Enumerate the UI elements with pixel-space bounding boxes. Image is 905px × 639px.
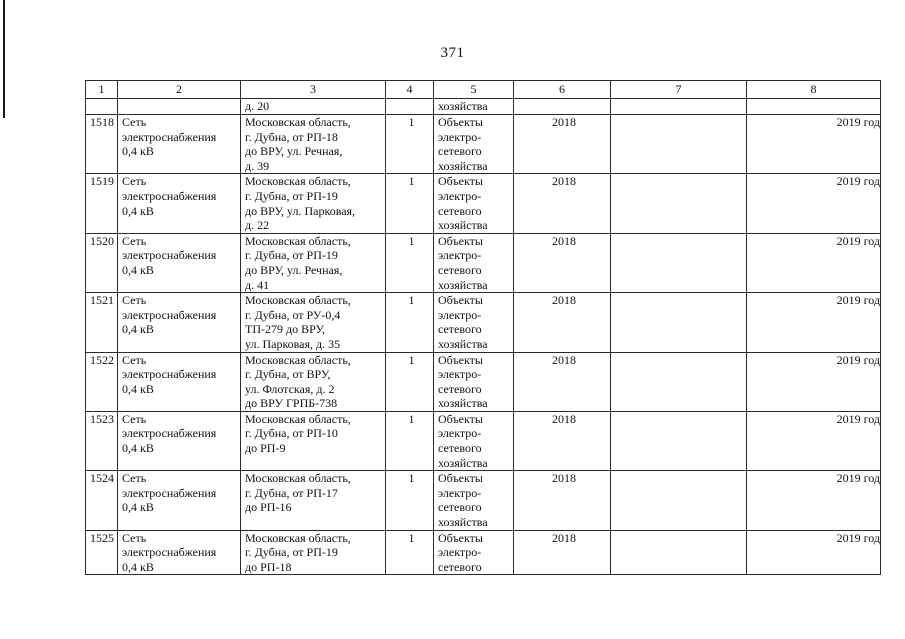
cell-line: ТП-279 до ВРУ, [245,322,326,337]
cell-line: 0,4 кВ [122,144,154,159]
cell-line: 0,4 кВ [122,559,154,574]
cell-qty: 1 [386,233,434,292]
cell-num: 1520 [86,233,118,292]
cell-year: 2018 [514,115,611,174]
continuation-row [86,99,881,115]
cell-col7 [611,530,747,575]
cell-line: электро- [438,485,482,500]
cell-line: Объекты [438,352,483,367]
cell-deadline: 2019 год [747,233,881,292]
cell-line: Сеть [122,174,147,189]
cell-line: до ВРУ, ул. Речная, [245,144,343,159]
cell-line: до ВРУ ГРПБ-738 [245,396,338,411]
cell-deadline: 2019 год [747,293,881,352]
cell-name [118,530,241,575]
cell-line: хозяйства [438,277,488,292]
cell-year [514,99,611,115]
cell-col7 [611,233,747,292]
cell-line: Московская область, [245,411,351,426]
cell-address [241,115,386,174]
cell-line: Московская область, [245,115,351,129]
cell-line: Московская область, [245,471,351,486]
cell-address [241,471,386,530]
cell-name [118,233,241,292]
cell-line: г. Дубна, от РП-18 [245,129,338,144]
cell-line: сетевого [438,262,482,277]
cell-num: 1525 [86,530,118,575]
cell-type: хозяйства [434,99,514,115]
cell-line: 0,4 кВ [122,322,154,337]
table-row [86,174,881,233]
cell-line: г. Дубна, от РП-19 [245,188,338,203]
cell-year: 2018 [514,352,611,411]
cell-line: Объекты [438,233,483,248]
cell-line: хозяйства [438,218,488,233]
cell-line: электроснабжения [122,307,217,322]
cell-num: 1519 [86,174,118,233]
cell-line: электроснабжения [122,129,217,144]
cell-line: электроснабжения [122,426,217,441]
cell-line: Объекты [438,174,483,189]
header-col-7: 7 [611,81,747,99]
cell-address [241,530,386,575]
header-col-1: 1 [86,81,118,99]
cell-line: электро- [438,248,482,263]
cell-line: Объекты [438,293,483,308]
cell-address [241,293,386,352]
cell-address [241,352,386,411]
cell-type [434,174,514,233]
cell-line: электроснабжения [122,367,217,382]
cell-deadline: 2019 год [747,471,881,530]
cell-line: до РП-16 [245,500,292,515]
cell-col7 [611,99,747,115]
cell-qty: 1 [386,530,434,575]
cell-type [434,411,514,470]
cell-line: сетевого [438,559,482,574]
cell-line: Объекты [438,115,483,129]
cell-line: ул. Флотская, д. 2 [245,381,335,396]
cell-name [118,352,241,411]
cell-qty: 1 [386,115,434,174]
header-col-5: 5 [434,81,514,99]
cell-type [434,233,514,292]
cell-line: 0,4 кВ [122,262,154,277]
cell-line: Сеть [122,471,147,486]
cell-col7 [611,115,747,174]
cell-deadline: 2019 год [747,530,881,575]
cell-line: Объекты [438,530,483,545]
cell-qty: 1 [386,471,434,530]
cell-qty: 1 [386,174,434,233]
cell-line: сетевого [438,381,482,396]
cell-line: г. Дубна, от РП-17 [245,485,338,500]
cell-year: 2018 [514,411,611,470]
cell-line: г. Дубна, от РП-19 [245,248,338,263]
cell-line: ул. Парковая, д. 35 [245,336,341,351]
cell-line: г. Дубна, от ВРУ, [245,367,331,382]
table-row [86,233,881,292]
header-col-2: 2 [118,81,241,99]
cell-line: хозяйства [438,396,488,411]
header-col-8: 8 [747,81,881,99]
cell-type [434,293,514,352]
cell-line: Московская область, [245,352,351,367]
table-row [86,352,881,411]
cell-num: 1522 [86,352,118,411]
cell-deadline: 2019 год [747,352,881,411]
cell-line: Сеть [122,530,147,545]
cell-line: сетевого [438,322,482,337]
cell-line: 0,4 кВ [122,441,154,456]
cell-line: электро- [438,545,482,560]
cell-num: 1523 [86,411,118,470]
cell-line: хозяйства [438,515,488,530]
cell-line: 0,4 кВ [122,500,154,515]
header-col-3: 3 [241,81,386,99]
cell-address: д. 20 [241,99,386,115]
cell-line: 0,4 кВ [122,203,154,218]
cell-col7 [611,352,747,411]
cell-col7 [611,293,747,352]
cell-name [118,411,241,470]
cell-line: до РП-18 [245,559,292,574]
cell-line: Сеть [122,352,147,367]
table-row [86,530,881,575]
table-row [86,471,881,530]
cell-address [241,174,386,233]
cell-line: Объекты [438,411,483,426]
cell-line: электро- [438,367,482,382]
cell-deadline: 2019 год [747,115,881,174]
header-row [86,81,881,99]
cell-year: 2018 [514,471,611,530]
cell-line: хозяйства [438,455,488,470]
cell-line: электроснабжения [122,188,217,203]
cell-line: Московская область, [245,293,351,308]
cell-num: 1524 [86,471,118,530]
cell-deadline: 2019 год [747,174,881,233]
cell-num: 1521 [86,293,118,352]
cell-line: электроснабжения [122,248,217,263]
cell-col7 [611,174,747,233]
table-row [86,293,881,352]
cell-year: 2018 [514,233,611,292]
table-row [86,411,881,470]
cell-col7 [611,471,747,530]
cell-qty: 1 [386,293,434,352]
cell-line: хозяйства [438,336,488,351]
cell-line: сетевого [438,441,482,456]
cell-line: Объекты [438,471,483,486]
cell-year: 2018 [514,174,611,233]
cell-line: д. 39 [245,158,270,173]
cell-qty: 1 [386,352,434,411]
header-col-4: 4 [386,81,434,99]
cell-line: электроснабжения [122,545,217,560]
cell-line: сетевого [438,500,482,515]
cell-line: до РП-9 [245,441,286,456]
cell-line: электроснабжения [122,485,217,500]
cell-line: электро- [438,188,482,203]
cell-name [118,174,241,233]
cell-line: сетевого [438,203,482,218]
cell-type [434,352,514,411]
cell-address [241,411,386,470]
cell-line: г. Дубна, от РУ-0,4 [245,307,341,322]
cell-line: хозяйства [438,158,488,173]
cell-line: электро- [438,307,482,322]
cell-line: д. 41 [245,277,270,292]
table-row [86,115,881,174]
cell-type [434,471,514,530]
cell-line: Московская область, [245,530,351,545]
cell-deadline [747,99,881,115]
cell-line: электро- [438,129,482,144]
page-number: 371 [440,45,465,61]
cell-line: Сеть [122,115,147,129]
cell-line: до ВРУ, ул. Парковая, [245,203,356,218]
cell-line: 0,4 кВ [122,381,154,396]
cell-name [118,115,241,174]
registry-table [85,80,881,575]
cell-num: 1518 [86,115,118,174]
cell-line: электро- [438,426,482,441]
cell-line: Московская область, [245,233,351,248]
cell-line: Сеть [122,411,147,426]
cell-line: до ВРУ, ул. Речная, [245,262,343,277]
cell-line: Сеть [122,293,147,308]
cell-line: г. Дубна, от РП-10 [245,426,338,441]
cell-col7 [611,411,747,470]
cell-year: 2018 [514,293,611,352]
cell-line: Московская область, [245,174,351,189]
cell-line: Сеть [122,233,147,248]
cell-name [118,293,241,352]
cell-num [86,99,118,115]
cell-year: 2018 [514,530,611,575]
cell-name [118,99,241,115]
cell-deadline: 2019 год [747,411,881,470]
cell-qty: 1 [386,411,434,470]
cell-line: г. Дубна, от РП-19 [245,545,338,560]
cell-type [434,115,514,174]
cell-type [434,530,514,575]
cell-address [241,233,386,292]
cell-line: сетевого [438,144,482,159]
cell-qty [386,99,434,115]
cell-line: д. 22 [245,218,270,233]
header-col-6: 6 [514,81,611,99]
cell-name [118,471,241,530]
